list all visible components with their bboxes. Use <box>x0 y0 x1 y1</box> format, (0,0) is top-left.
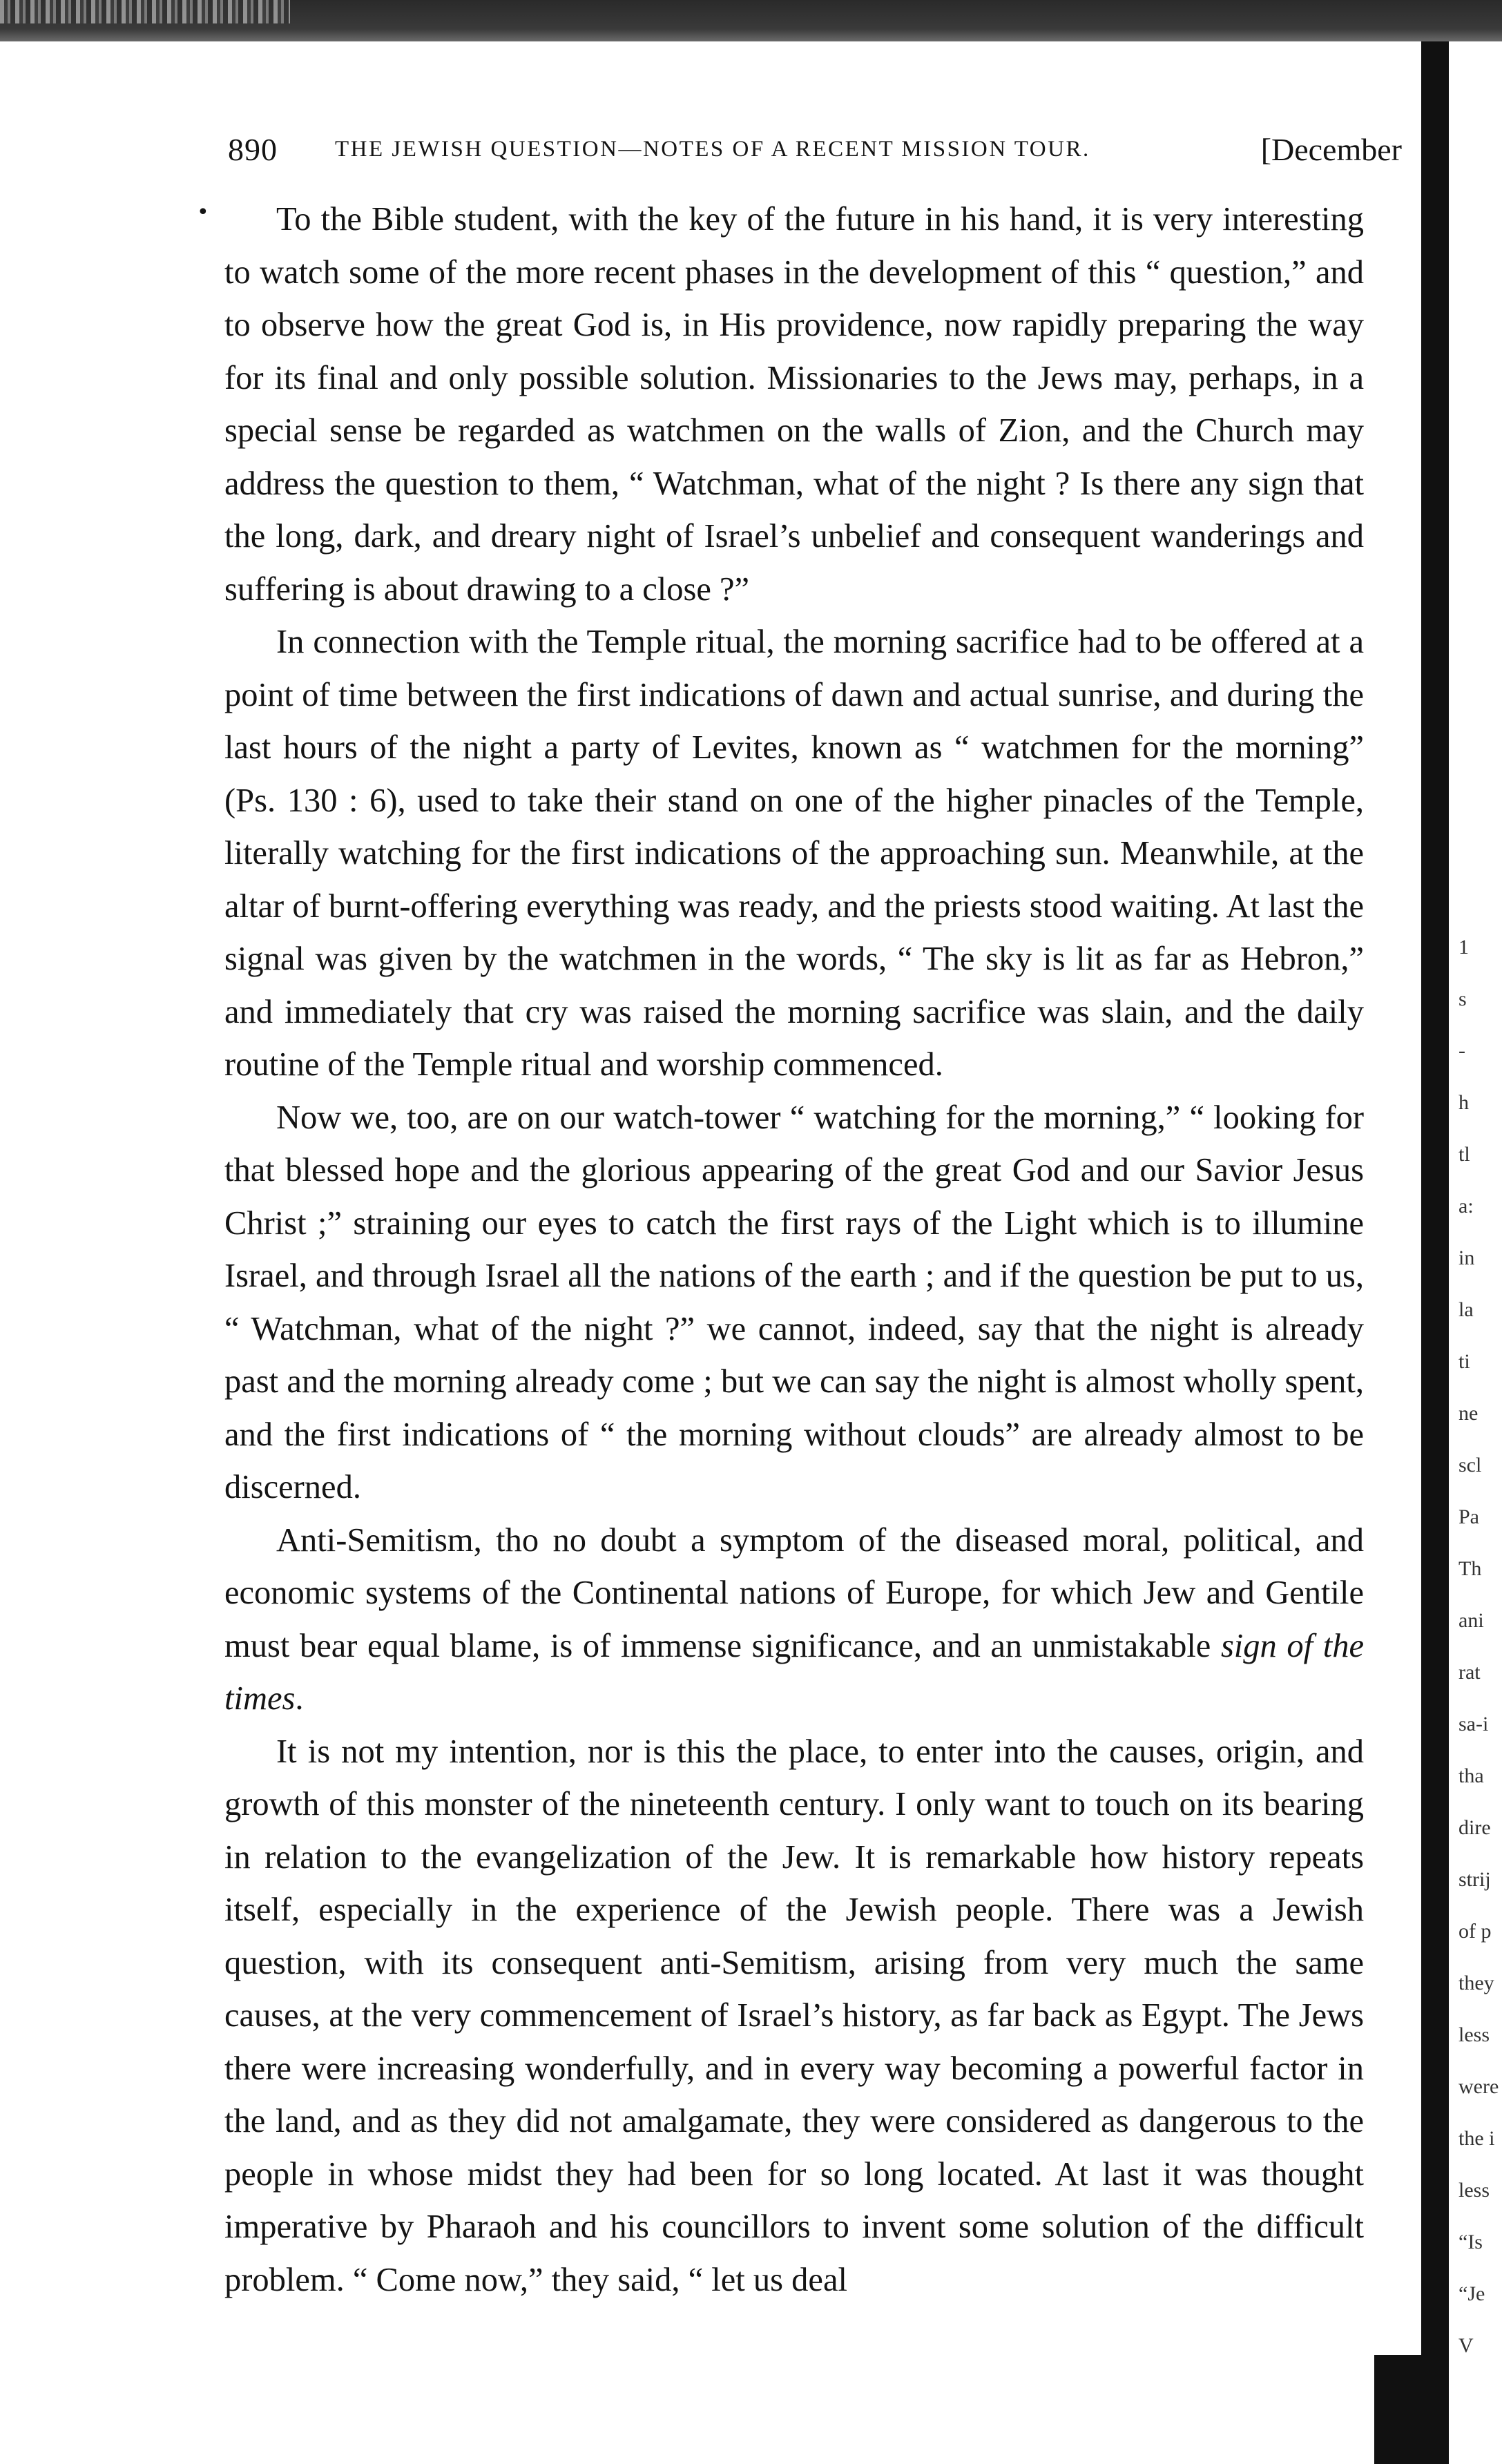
adjacent-page-fragment: in <box>1458 1247 1475 1269</box>
adjacent-page-fragment: less <box>1458 2023 1490 2046</box>
margin-mark: • <box>197 200 209 224</box>
adjacent-page-fragment: Pa <box>1458 1505 1479 1528</box>
adjacent-page-fragment: s <box>1458 988 1467 1010</box>
adjacent-page-fragment: Th <box>1458 1557 1482 1580</box>
running-title: THE JEWISH QUESTION—NOTES OF A RECENT MISSION TOUR. <box>335 137 1090 162</box>
adjacent-page-fragment: strij <box>1458 1868 1491 1891</box>
paragraph: It is not my intention, nor is this the place, to enter into the causes, origin, and growth of this monster of the nineteenth century. I only want to touch on its bearing in relation to the evangelization of the Jew. It is remarkable how history repeats itself, especially in the experience of the Jewish people. There was a Jewish question, with its consequent anti-Semitism, arising from very much the same causes, at the very commencement of Israel’s history, as far back as Egypt. The Jews there were increasing wonderfully, and in every way becoming a powerful factor in the land, and as they did not amalgamate, they were considered as dangerous to the people in whose midst they had been for so long located. At last it was thought imperative by Pharaoh and his councillors to invent some solution of the difficult problem. “ Come now,” they said, “ let us deal <box>224 1733 1364 2298</box>
adjacent-page-fragment: 1 <box>1458 936 1469 959</box>
paragraph-text: Anti-Semitism, tho no doubt a symptom of the diseased moral, political, and economic systems of the Continental nations of Europe, for which Jew and Gentile must bear equal blame, is of immense significance, and an unmistakable <box>224 1521 1364 1664</box>
adjacent-page-fragment: sa-i <box>1458 1713 1489 1735</box>
adjacent-page-fragment: a: <box>1458 1195 1474 1217</box>
adjacent-page-fragment: tl <box>1458 1143 1470 1166</box>
adjacent-page-fragment: h <box>1458 1091 1469 1114</box>
adjacent-page-fragment: ne <box>1458 1402 1479 1425</box>
adjacent-page-fragment: tha <box>1458 1764 1484 1787</box>
adjacent-page-fragment: the i <box>1458 2127 1495 2150</box>
adjacent-page-fragment: ani <box>1458 1609 1484 1632</box>
italic-phrase: sign of the times <box>224 1627 1365 1717</box>
adjacent-page-fragment: they <box>1458 1972 1494 1994</box>
adjacent-page-fragment: V <box>1458 2334 1474 2357</box>
adjacent-page-fragment: rat <box>1458 1661 1481 1684</box>
adjacent-page-fragment: were <box>1458 2075 1499 2098</box>
paragraph-text: . <box>295 1680 304 1717</box>
adjacent-page-fragment: of p <box>1458 1920 1492 1943</box>
page-number: 890 <box>228 132 278 167</box>
adjacent-page-fragment: - <box>1458 1039 1465 1062</box>
running-header <box>228 131 1402 180</box>
adjacent-page-fragment: la <box>1458 1298 1474 1321</box>
adjacent-page-fragment: “Je <box>1458 2282 1485 2305</box>
adjacent-page-fragment: “Is <box>1458 2231 1483 2253</box>
book-spine-shadow <box>1421 41 1449 2464</box>
adjacent-page-fragment: less <box>1458 2179 1490 2202</box>
paragraph: Now we, too, are on our watch-tower “ watching for the morning,” “ looking for that blessed hope and the glorious appearing of the great God and our Savior Jesus Christ ;” straining our eyes to catch the first rays of the Light which is to illumine Israel, and through Israel all the nations of the earth ; and if the question be put to us, “ Watchman, what of the night ?” we cannot, indeed, say that the night is already past and the morning already come ; but we can say the night is almost wholly spent, and the first indications of “ the morning without clouds” are already almost to be discerned. <box>224 1099 1364 1505</box>
article-body <box>224 193 1364 2307</box>
paragraph: In connection with the Temple ritual, the morning sacrifice had to be offered at a point of time between the first indications of dawn and actual sunrise, and during the last hours of the night a party of Levites, known as “ watchmen for the morning” (Ps. 130 : 6), used to take their stand on one of the higher pinacles of the Temple, literally watching for the first indications of the approaching sun. Meanwhile, at the altar of burnt-offering everything was ready, and the priests stood waiting. At last the signal was given by the watchmen in the words, “ The sky is lit as far as Hebron,” and immediately that cry was raised the morning sacrifice was slain, and the daily routine of the Temple ritual and worship commenced. <box>224 624 1364 1083</box>
adjacent-page-fragment: dire <box>1458 1816 1491 1839</box>
paragraph: To the Bible student, with the key of the future in his hand, it is very interesting to watch some of the more recent phases in the development of this “ question,” and to observe how the great God is, in His providence, now rapidly preparing the way for its final and only possible solution. Missionaries to the Jews may, perhaps, in a special sense be regarded as watchmen on the walls of Zion, and the Church may address the question to them, “ Watchman, what of the night ? Is there any sign that the long, dark, and dreary night of Israel’s unbelief and consequent wanderings and suffering is about drawing to a close ?” <box>224 201 1364 608</box>
adjacent-page-fragment: ti <box>1458 1350 1470 1373</box>
paragraph <box>224 1514 1364 1726</box>
adjacent-page-fragment: scl <box>1458 1454 1482 1476</box>
running-month: [December <box>1260 132 1402 167</box>
book-spine-shadow-lower <box>1374 2355 1450 2464</box>
scan-noise <box>0 0 290 23</box>
